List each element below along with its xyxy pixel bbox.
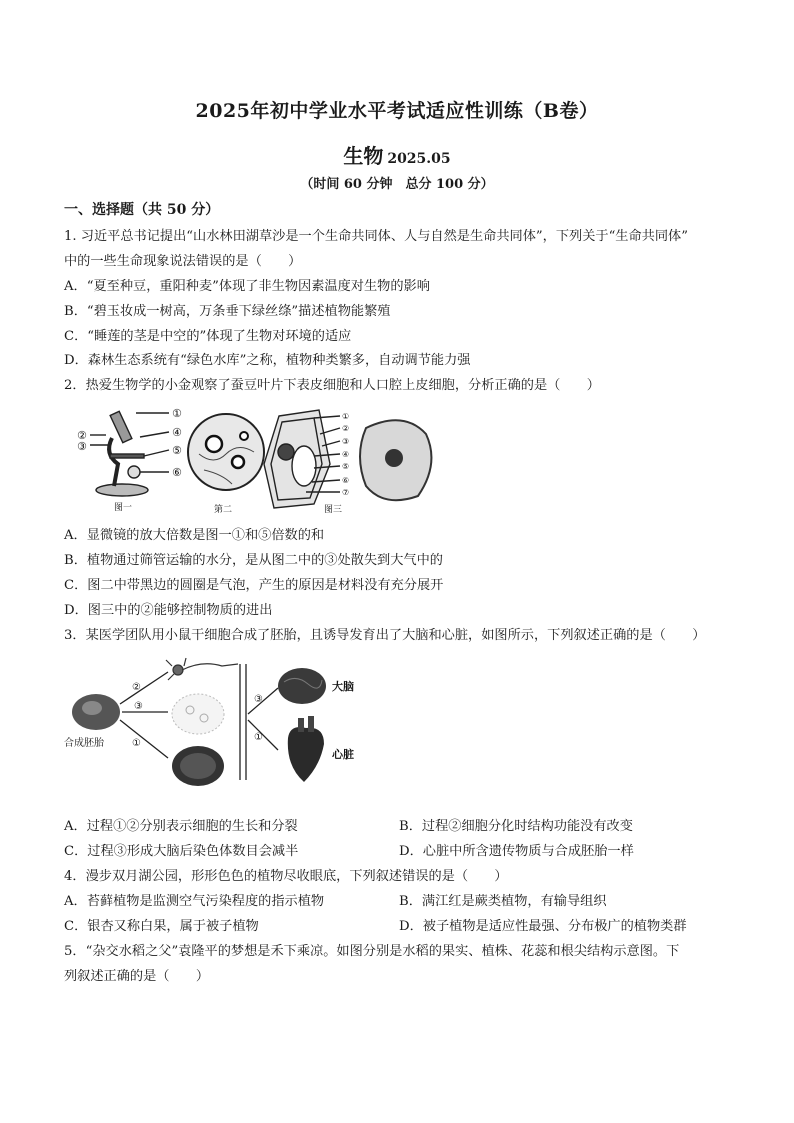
- process-mark-1: ①: [254, 732, 263, 743]
- q1-option-b: B．“碧玉妆成一树高，万条垂下绿丝绦”描述植物能繁殖: [64, 304, 391, 319]
- svg-text:②: ②: [132, 682, 141, 693]
- plant-cell-diagram: [264, 410, 340, 508]
- exam-title: 2025年初中学业水平考试适应性训练（B卷）: [195, 100, 599, 122]
- brain-image: [278, 668, 354, 704]
- q4-option-b: B．满江红是蕨类植物，有输导组织: [399, 894, 607, 909]
- process-mark-3: ③: [254, 694, 263, 705]
- fig3-caption: 图三: [324, 505, 343, 515]
- tissue-image: [172, 746, 224, 786]
- svg-text:④: ④: [342, 450, 350, 459]
- svg-text:①: ①: [342, 412, 350, 421]
- cell-cluster-image: [172, 694, 224, 734]
- brain-label: 大脑: [332, 680, 354, 693]
- svg-text:③: ③: [134, 701, 143, 712]
- q4-stem: 4．漫步双月湖公园，形形色色的植物尽收眼底，下列叙述错误的是（ ）: [64, 869, 508, 884]
- embryo-label: 合成胚胎: [64, 738, 104, 749]
- q1-option-a: A．“夏至种豆，重阳种麦”体现了非生物因素温度对生物的影响: [64, 279, 430, 294]
- q3-option-c: C．过程③形成大脑后染色体数目会减半: [64, 844, 299, 859]
- svg-text:⑤: ⑤: [342, 462, 350, 471]
- q3-option-a: A．过程①②分别表示细胞的生长和分裂: [64, 819, 298, 834]
- fig1-mark-2: ②: [77, 429, 87, 442]
- q1-stem-line2: 中的一些生命现象说法错误的是（ ）: [64, 254, 302, 269]
- q2-stem: 2．热爱生物学的小金观察了蚕豆叶片下表皮细胞和人口腔上皮细胞，分析正确的是（ ）: [64, 378, 600, 393]
- synthetic-embryo-image: [64, 694, 120, 749]
- animal-cell-diagram: [360, 420, 431, 500]
- q3-stem: 3．某医学团队用小鼠干细胞合成了胚胎，且诱导发育出了大脑和心脏，如图所示，下列叙述正确的是（ ）: [64, 628, 706, 643]
- subject-name: 生物: [343, 144, 384, 168]
- microscope-diagram: [90, 411, 169, 496]
- fig1-mark-5: ⑤: [172, 444, 182, 457]
- fig2-caption: 第二: [214, 505, 233, 515]
- svg-text:⑥: ⑥: [342, 476, 350, 485]
- svg-text:②: ②: [342, 424, 350, 433]
- q3-figure: [62, 654, 372, 794]
- fig1-mark-4: ④: [172, 426, 182, 439]
- q1-option-c: C．“睡莲的茎是中空的”体现了生物对环境的适应: [64, 329, 352, 344]
- svg-text:①: ①: [132, 738, 141, 749]
- heart-label: 心脏: [332, 748, 354, 761]
- fig1-mark-1: ①: [172, 407, 182, 420]
- heart-image: [288, 716, 354, 782]
- q2-option-d: D．图三中的②能够控制物质的进出: [64, 603, 273, 618]
- leaf-epidermis-view: [188, 414, 264, 515]
- q5-stem-line1: 5．“杂交水稻之父”袁隆平的梦想是禾下乘凉。如图分别是水稻的果实、植株、花蕊和根尖结构示意图。下: [64, 944, 680, 959]
- svg-text:③: ③: [342, 437, 350, 446]
- subject-line: [0, 140, 794, 169]
- exam-date: 2025.05: [387, 151, 451, 167]
- q4-option-d: D．被子植物是适应性最强、分布极广的植物类群: [399, 919, 687, 934]
- fig1-mark-3: ③: [77, 440, 87, 453]
- q2-option-b: B．植物通过筛管运输的水分，是从图二中的③处散失到大气中的: [64, 553, 443, 568]
- fig1-mark-6: ⑥: [172, 466, 182, 479]
- q2-figure: [74, 404, 444, 516]
- q1-stem-line1: 1. 习近平总书记提出“山水林田湖草沙是一个生命共同体、人与自然是生命共同体”，下列关于“生命共同体”: [64, 229, 688, 244]
- neuron-image: [166, 658, 238, 680]
- time-info: （时间 60 分钟 总分 100 分）: [300, 177, 494, 192]
- q4-option-a: A．苔藓植物是监测空气污染程度的指示植物: [64, 894, 325, 909]
- fig1-caption: 图一: [114, 503, 133, 513]
- q1-option-d: D．森林生态系统有“绿色水库”之称，植物种类繁多，自动调节能力强: [64, 353, 471, 368]
- q3-option-b: B．过程②细胞分化时结构功能没有改变: [399, 819, 633, 834]
- q2-option-a: A．显微镜的放大倍数是图一①和⑤倍数的和: [64, 528, 325, 543]
- q2-option-c: C．图二中带黑边的圆圈是气泡，产生的原因是材料没有充分展开: [64, 578, 444, 593]
- q3-option-d: D．心脏中所含遗传物质与合成胚胎一样: [399, 844, 634, 859]
- q5-stem-line2: 列叙述正确的是（ ）: [64, 969, 210, 984]
- q4-option-c: C．银杏又称白果，属于被子植物: [64, 919, 259, 934]
- svg-text:⑦: ⑦: [342, 488, 350, 497]
- section-title: 一、选择题（共 50 分）: [64, 202, 220, 218]
